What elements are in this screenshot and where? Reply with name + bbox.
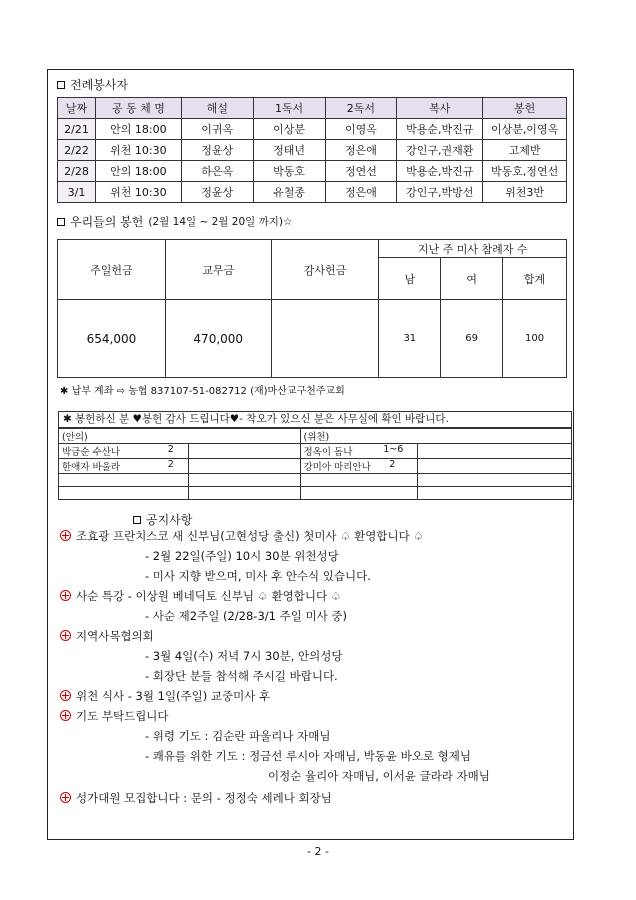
cell: 2/21 [58, 119, 96, 140]
notice-text: 위천 식사 - 3월 1일(주일) 교중미사 후 [76, 689, 271, 703]
cell: 정은애 [325, 140, 397, 161]
attendance-header: 지난 주 미사 참례자 수 [379, 240, 567, 258]
notice-item [145, 648, 343, 664]
notice-text: 성가대원 모집합니다 : 문의 - 정정숙 세레나 회장님 [76, 791, 332, 805]
donor-row [59, 444, 189, 459]
cell: 이귀옥 [181, 119, 253, 140]
checkbox-square-icon [57, 218, 65, 226]
empty-cell [418, 429, 572, 444]
attendance-female-header: 여 [441, 258, 503, 300]
cell: 정연선 [325, 161, 397, 182]
thanks-header-text: 봉헌하신 분 ♥봉헌 감사 드립니다♥- 착오가 있으신 분은 사무실에 확인 바랍니다. [75, 413, 449, 425]
cell: 안의 18:00 [95, 161, 181, 182]
cell: 강인구,권재환 [397, 140, 483, 161]
empty-cell [59, 487, 189, 500]
thanks-offering-header: 감사헌금 [271, 240, 379, 300]
ministers-section-title [57, 76, 128, 93]
cell: 정윤상 [181, 182, 253, 203]
notice-text: 이정순 율리아 자매님, 이서윤 글라라 자매님 [268, 769, 490, 783]
cell: 박동호,정연선 [483, 161, 567, 182]
donor-name: 한애자 바울라 [62, 462, 121, 473]
col-altar-server: 복사 [397, 98, 483, 119]
cell: 강인구,박방선 [397, 182, 483, 203]
cell: 박용순,박진규 [397, 119, 483, 140]
thanks-header [58, 411, 572, 428]
empty-cell [59, 474, 189, 487]
thanks-offering-value [271, 300, 379, 378]
notice-text: - 2월 22일(주일) 10시 30분 위천성당 [145, 549, 339, 563]
ministers-title-text: 전례봉사자 [70, 78, 128, 92]
donor-row [300, 444, 418, 459]
col-offertory: 봉헌 [483, 98, 567, 119]
col-commentary: 해설 [181, 98, 253, 119]
attendance-total-header: 합계 [503, 258, 567, 300]
asterisk-icon: ✱ [63, 413, 76, 425]
notices-section-title [133, 511, 192, 528]
cell: 안의 18:00 [95, 119, 181, 140]
ministers-table [57, 97, 567, 203]
col-community: 공 동 체 명 [95, 98, 181, 119]
attendance-female-value: 69 [441, 300, 503, 378]
table-row [58, 119, 567, 140]
empty-cell [188, 459, 300, 474]
notice-item [145, 608, 347, 624]
red-cross-icon [60, 690, 71, 701]
attendance-total-value: 100 [503, 300, 567, 378]
table-row [58, 182, 567, 203]
notice-text: - 미사 지향 받으며, 미사 후 안수식 있습니다. [145, 569, 371, 583]
cell: 고제반 [483, 140, 567, 161]
wicheon-label: (위천) [300, 429, 418, 444]
empty-cell [188, 444, 300, 459]
cell: 정은애 [325, 182, 397, 203]
notice-text: - 사순 제2주일 (2/28-3/1 주일 미사 중) [145, 609, 347, 623]
dues-value: 470,000 [165, 300, 271, 378]
dues-header: 교무금 [165, 240, 271, 300]
notice-item [145, 548, 339, 564]
red-cross-icon [60, 630, 71, 641]
donors-table [58, 428, 572, 500]
notice-text: - 쾌유를 위한 기도 : 정금선 루시아 자매님, 박동윤 바오로 형제님 [145, 749, 471, 763]
cell: 정태년 [253, 140, 325, 161]
notice-item [60, 628, 154, 644]
donor-name: 강미아 마리안나 [303, 462, 371, 473]
cell: 3/1 [58, 182, 96, 203]
account-note [60, 382, 345, 397]
cell: 위천 10:30 [95, 140, 181, 161]
col-reading1: 1독서 [253, 98, 325, 119]
sunday-offering-header: 주일헌금 [58, 240, 166, 300]
offering-title-text: 우리들의 봉헌 [70, 215, 144, 229]
red-cross-icon [60, 530, 71, 541]
notice-text: - 3월 4일(수) 저녁 7시 30분, 안의성당 [145, 649, 343, 663]
notice-text: - 회장단 분들 참석해 주시길 바랍니다. [145, 669, 338, 683]
red-cross-icon [60, 710, 71, 721]
empty-cell [188, 429, 300, 444]
notice-text: 조효광 프란치스코 새 신부님(고현성당 출신) 첫미사 ♤ 환영합니다 ♤ [76, 529, 424, 543]
donor-amount: 2 [167, 459, 174, 470]
page-number: - 2 - [307, 845, 329, 858]
sunday-offering-value: 654,000 [58, 300, 166, 378]
empty-cell [188, 487, 300, 500]
notice-item [145, 568, 371, 584]
empty-cell [418, 444, 572, 459]
cell: 이영옥 [325, 119, 397, 140]
donor-name: 박금순 수산나 [62, 447, 121, 458]
donor-amount: 2 [389, 459, 396, 470]
cell: 유철종 [253, 182, 325, 203]
donor-amount: 2 [167, 444, 174, 455]
empty-cell [418, 459, 572, 474]
donor-name: 정옥이 돔나 [303, 447, 353, 458]
cell: 위천3반 [483, 182, 567, 203]
notice-text: 사순 특강 - 이상원 베네딕토 신부님 ♤ 환영합니다 ♤ [76, 589, 342, 603]
empty-cell [300, 474, 418, 487]
notice-text: 기도 부탁드립니다 [76, 709, 169, 723]
account-note-text: 납부 계좌 ⇨ 농협 837107-51-082712 (재)마산교구천주교회 [71, 386, 345, 397]
checkbox-square-icon [133, 516, 141, 524]
cell: 이상분,이영옥 [483, 119, 567, 140]
notice-item [145, 748, 471, 764]
notice-item [60, 708, 169, 724]
col-reading2: 2독서 [325, 98, 397, 119]
empty-cell [418, 487, 572, 500]
table-row [58, 140, 567, 161]
red-cross-icon [60, 590, 71, 601]
donor-amount: 1~6 [383, 444, 404, 455]
cell: 2/28 [58, 161, 96, 182]
notice-text: - 위령 기도 : 김순란 파울리나 자매님 [145, 729, 331, 743]
asterisk-icon: ✱ [60, 386, 72, 397]
cell: 하은옥 [181, 161, 253, 182]
table-row [58, 161, 567, 182]
donor-row [300, 459, 418, 474]
donor-row [59, 459, 189, 474]
offering-range-text: (2월 14일 ~ 2월 20일 까지)☆ [148, 216, 293, 228]
cell: 박동호 [253, 161, 325, 182]
cell: 위천 10:30 [95, 182, 181, 203]
notice-text: 지역사목협의회 [76, 629, 154, 643]
notices-title-text: 공지사항 [146, 513, 193, 527]
cell: 이상분 [253, 119, 325, 140]
checkbox-square-icon [57, 81, 65, 89]
empty-cell [188, 474, 300, 487]
notice-item [145, 728, 330, 744]
ministers-header-row [58, 98, 567, 119]
notice-item [60, 588, 341, 604]
cell: 2/22 [58, 140, 96, 161]
empty-cell [418, 474, 572, 487]
anui-label: (안의) [59, 429, 189, 444]
notice-item [268, 768, 490, 784]
notice-item [60, 688, 270, 704]
notice-item [60, 528, 424, 544]
notice-item [145, 668, 338, 684]
empty-cell [300, 487, 418, 500]
attendance-male-header: 남 [379, 258, 441, 300]
offering-table [57, 239, 567, 378]
offering-section-title [57, 213, 292, 230]
cell: 정윤상 [181, 140, 253, 161]
col-date: 날짜 [58, 98, 96, 119]
cell: 박용순,박진규 [397, 161, 483, 182]
red-cross-icon [60, 792, 71, 803]
attendance-male-value: 31 [379, 300, 441, 378]
notice-item [60, 790, 332, 806]
